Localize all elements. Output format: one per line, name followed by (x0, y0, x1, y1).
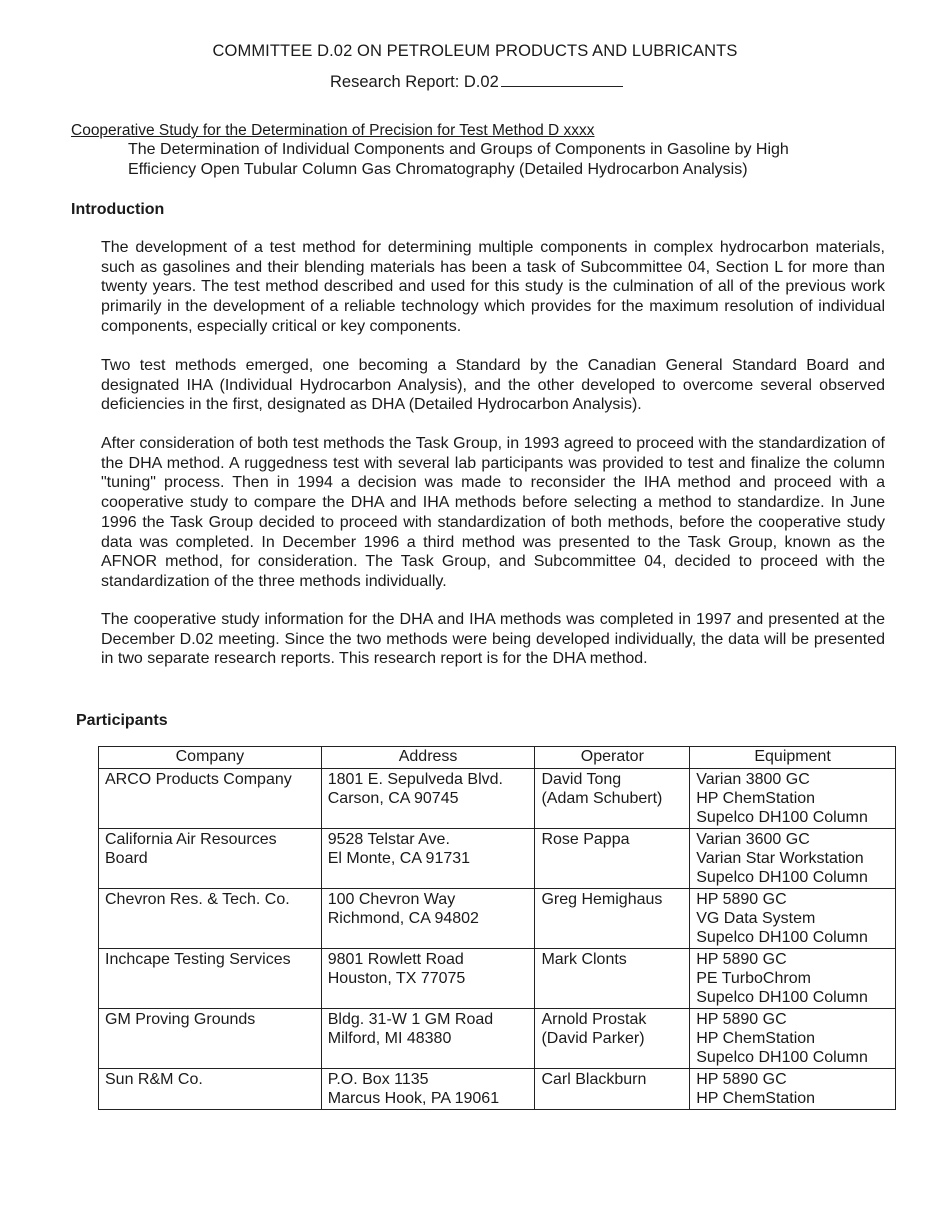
address-line: 100 Chevron Way (327, 891, 456, 908)
equipment-line: Supelco DH100 Column (696, 809, 868, 826)
company-line: GM Proving Grounds (105, 1011, 256, 1028)
company-line: Chevron Res. & Tech. Co. (105, 891, 290, 908)
study-title: Cooperative Study for the Determination of Precision for Test Method D xxxx (71, 122, 595, 139)
cell-company (99, 769, 322, 829)
cell-company (99, 829, 322, 889)
equipment-line: HP 5890 GC (696, 1071, 787, 1088)
research-report-label: Research Report: D.02 (330, 73, 499, 91)
address-line: 9528 Telstar Ave. (327, 831, 450, 848)
cell-operator (535, 1009, 690, 1069)
table-row (99, 1069, 896, 1110)
equipment-line: Varian Star Workstation (696, 850, 864, 867)
intro-paragraph: The development of a test method for determining multiple components in complex hydrocarbon materials, such as gasolines and their blending materials has been a task of Subcommittee 04, Section L for more than twenty years. The test method described and used for this study is the culmination of all of the previous work primarily in the development of a reliable technology which provides for the maximum resolution of individual components, especially critical or key components. (101, 239, 885, 335)
cell-equipment (690, 1069, 896, 1110)
equipment-line: HP ChemStation (696, 1030, 816, 1047)
cell-address (321, 889, 535, 949)
intro-paragraph: The cooperative study information for the DHA and IHA methods was completed in 1997 and presented at the December D.02 meeting. Since the two methods were being developed individually, the data will be presented in two separate research reports. This research report is for the DHA method. (101, 611, 885, 668)
equipment-line: HP ChemStation (696, 1090, 816, 1107)
company-line: Board (105, 850, 148, 867)
operator-line: Carl Blackburn (541, 1071, 647, 1088)
table-header-row (99, 747, 896, 769)
equipment-line: Varian 3600 GC (696, 831, 810, 848)
cell-address (321, 1009, 535, 1069)
cell-equipment (690, 889, 896, 949)
equipment-line: HP 5890 GC (696, 951, 787, 968)
cell-equipment (690, 1009, 896, 1069)
column-header-operator: Operator (535, 747, 690, 769)
participants-table (98, 746, 896, 1110)
equipment-line: Supelco DH100 Column (696, 869, 868, 886)
company-line: ARCO Products Company (105, 771, 292, 788)
table-row (99, 769, 896, 829)
equipment-line: HP ChemStation (696, 790, 816, 807)
address-line: Milford, MI 48380 (327, 1030, 452, 1047)
cell-operator (535, 1069, 690, 1110)
address-line: 1801 E. Sepulveda Blvd. (327, 771, 503, 788)
cell-equipment (690, 769, 896, 829)
address-line: El Monte, CA 91731 (327, 850, 471, 867)
table-row (99, 889, 896, 949)
study-description: The Determination of Individual Components and Groups of Components in Gasoline by High Efficiency Open Tubular Column Gas Chromatography (Detailed Hydrocarbon Analysis) (128, 141, 789, 178)
equipment-line: HP 5890 GC (696, 1011, 787, 1028)
address-line: Carson, CA 90745 (327, 790, 459, 807)
cell-address (321, 949, 535, 1009)
address-line: P.O. Box 1135 (327, 1071, 429, 1088)
cell-equipment (690, 949, 896, 1009)
equipment-line: Supelco DH100 Column (696, 929, 868, 946)
cell-operator (535, 949, 690, 1009)
cell-company (99, 1069, 322, 1110)
cell-address (321, 829, 535, 889)
equipment-line: VG Data System (696, 910, 816, 927)
intro-paragraph: After consideration of both test methods the Task Group, in 1993 agreed to proceed with the standardization of the DHA method. A ruggedness test with several lab participants was provided to test and finalize the column "tuning" process. Then in 1994 a decision was made to reconsider the IHA method and proceed with a cooperative study to compare the DHA and IHA methods before selecting a method to standardize. In June 1996 the Task Group decided to proceed with standardization of both methods, before the cooperative study data was completed. In December 1996 a third method was presented to the Task Group, known as the AFNOR method, for consideration. The Task Group, and Subcommittee 04, decided to proceed with the standardization of the three methods individually. (101, 435, 885, 590)
participants-heading: Participants (76, 712, 168, 729)
research-report-line (330, 73, 623, 92)
introduction-heading: Introduction (71, 201, 165, 218)
address-line: Marcus Hook, PA 19061 (327, 1090, 500, 1107)
column-header-company: Company (99, 747, 322, 769)
cell-operator (535, 829, 690, 889)
operator-line: David Tong (541, 771, 622, 788)
company-line: Sun R&M Co. (105, 1071, 203, 1088)
address-line: 9801 Rowlett Road (327, 951, 464, 968)
company-line: California Air Resources (105, 831, 277, 848)
intro-paragraph: Two test methods emerged, one becoming a Standard by the Canadian General Standard Board and designated IHA (Individual Hydrocarbon Analysis), and the other developed to overcome several observed deficiencies in the first, designated as DHA (Detailed Hydrocarbon Analysis). (101, 357, 885, 414)
equipment-line: Supelco DH100 Column (696, 989, 868, 1006)
report-number-blank (501, 74, 623, 87)
equipment-line: HP 5890 GC (696, 891, 787, 908)
operator-line: Mark Clonts (541, 951, 627, 968)
address-line: Houston, TX 77075 (327, 970, 466, 987)
table-row (99, 949, 896, 1009)
cell-address (321, 1069, 535, 1110)
table-row (99, 1009, 896, 1069)
operator-line: Greg Hemighaus (541, 891, 663, 908)
equipment-line: PE TurboChrom (696, 970, 811, 987)
column-header-address: Address (321, 747, 535, 769)
committee-title: COMMITTEE D.02 ON PETROLEUM PRODUCTS AND LUBRICANTS (212, 42, 738, 60)
operator-line: (Adam Schubert) (541, 790, 663, 807)
operator-line: Arnold Prostak (541, 1011, 647, 1028)
cell-company (99, 889, 322, 949)
participants-table-body (99, 769, 896, 1110)
address-line: Bldg. 31-W 1 GM Road (327, 1011, 494, 1028)
cell-company (99, 949, 322, 1009)
column-header-equipment: Equipment (690, 747, 896, 769)
table-row (99, 829, 896, 889)
operator-line: Rose Pappa (541, 831, 630, 848)
operator-line: (David Parker) (541, 1030, 645, 1047)
cell-company (99, 1009, 322, 1069)
company-line: Inchcape Testing Services (105, 951, 291, 968)
address-line: Richmond, CA 94802 (327, 910, 479, 927)
cell-address (321, 769, 535, 829)
cell-operator (535, 769, 690, 829)
cell-equipment (690, 829, 896, 889)
equipment-line: Varian 3800 GC (696, 771, 810, 788)
equipment-line: Supelco DH100 Column (696, 1049, 868, 1066)
cell-operator (535, 889, 690, 949)
